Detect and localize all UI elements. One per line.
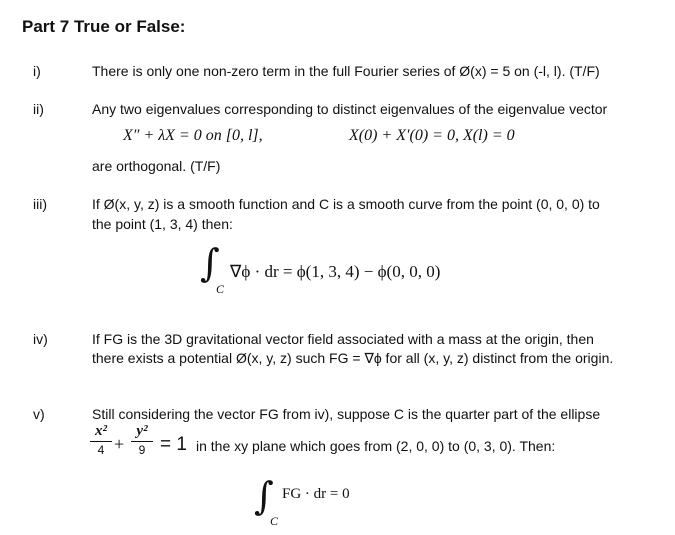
fraction-denominator: 4 [97, 443, 105, 457]
integral-sign: ∫ [254, 474, 274, 518]
item-v-equation: FG · dr = 0 [282, 486, 350, 502]
item-iv-text-2: there exists a potential Ø(x, y, z) such FG = ∇ϕ for all (x, y, z) distinct from the origin. [92, 350, 614, 366]
fraction-x-squared-over-4 [90, 423, 112, 457]
integral-subscript: C [216, 282, 225, 296]
item-iii-text-2: the point (1, 3, 4) then: [92, 216, 233, 232]
item-number-v: v) [33, 406, 45, 422]
page-title: Part 7 True or False: [22, 17, 186, 36]
integral-subscript: C [270, 514, 279, 528]
item-ii-boundary-conditions: X(0) + X′(0) = 0, X(l) = 0 [349, 127, 515, 144]
item-number-iii: iii) [33, 196, 47, 212]
fraction-bar [90, 441, 112, 442]
item-ii-text-2: are orthogonal. (T/F) [92, 158, 221, 174]
item-ii-ode: X″ + λX = 0 on [0, l], [123, 127, 263, 144]
integral-sign: ∫ [200, 241, 220, 285]
item-number-i: i) [33, 63, 41, 79]
fraction-numerator: x² [95, 423, 107, 439]
fraction-y-squared-over-9 [131, 423, 153, 457]
item-v-text-2: in the xy plane which goes from (2, 0, 0) to (0, 3, 0). Then: [196, 438, 556, 454]
item-iii-text: If Ø(x, y, z) is a smooth function and C is a smooth curve from the point (0, 0, 0) to [92, 196, 600, 212]
item-i-text: There is only one non-zero term in the full Fourier series of Ø(x) = 5 on (-l, l). (T/F) [92, 63, 600, 79]
fraction-bar [131, 441, 153, 442]
item-iii-equation: ∇ϕ · dr = ϕ(1, 3, 4) − ϕ(0, 0, 0) [230, 262, 441, 281]
item-v-text: Still considering the vector FG from iv), suppose C is the quarter part of the ellipse [92, 406, 601, 422]
equals-one: = 1 [160, 434, 187, 455]
plus-sign: + [114, 434, 125, 454]
fraction-denominator: 9 [138, 443, 146, 457]
item-ii-text: Any two eigenvalues corresponding to distinct eigenvalues of the eigenvalue vector [92, 101, 608, 117]
item-number-iv: iv) [33, 331, 48, 347]
fraction-numerator: y² [136, 423, 148, 439]
item-iv-text: If FG is the 3D gravitational vector field associated with a mass at the origin, then [92, 331, 594, 347]
item-number-ii: ii) [33, 101, 44, 117]
